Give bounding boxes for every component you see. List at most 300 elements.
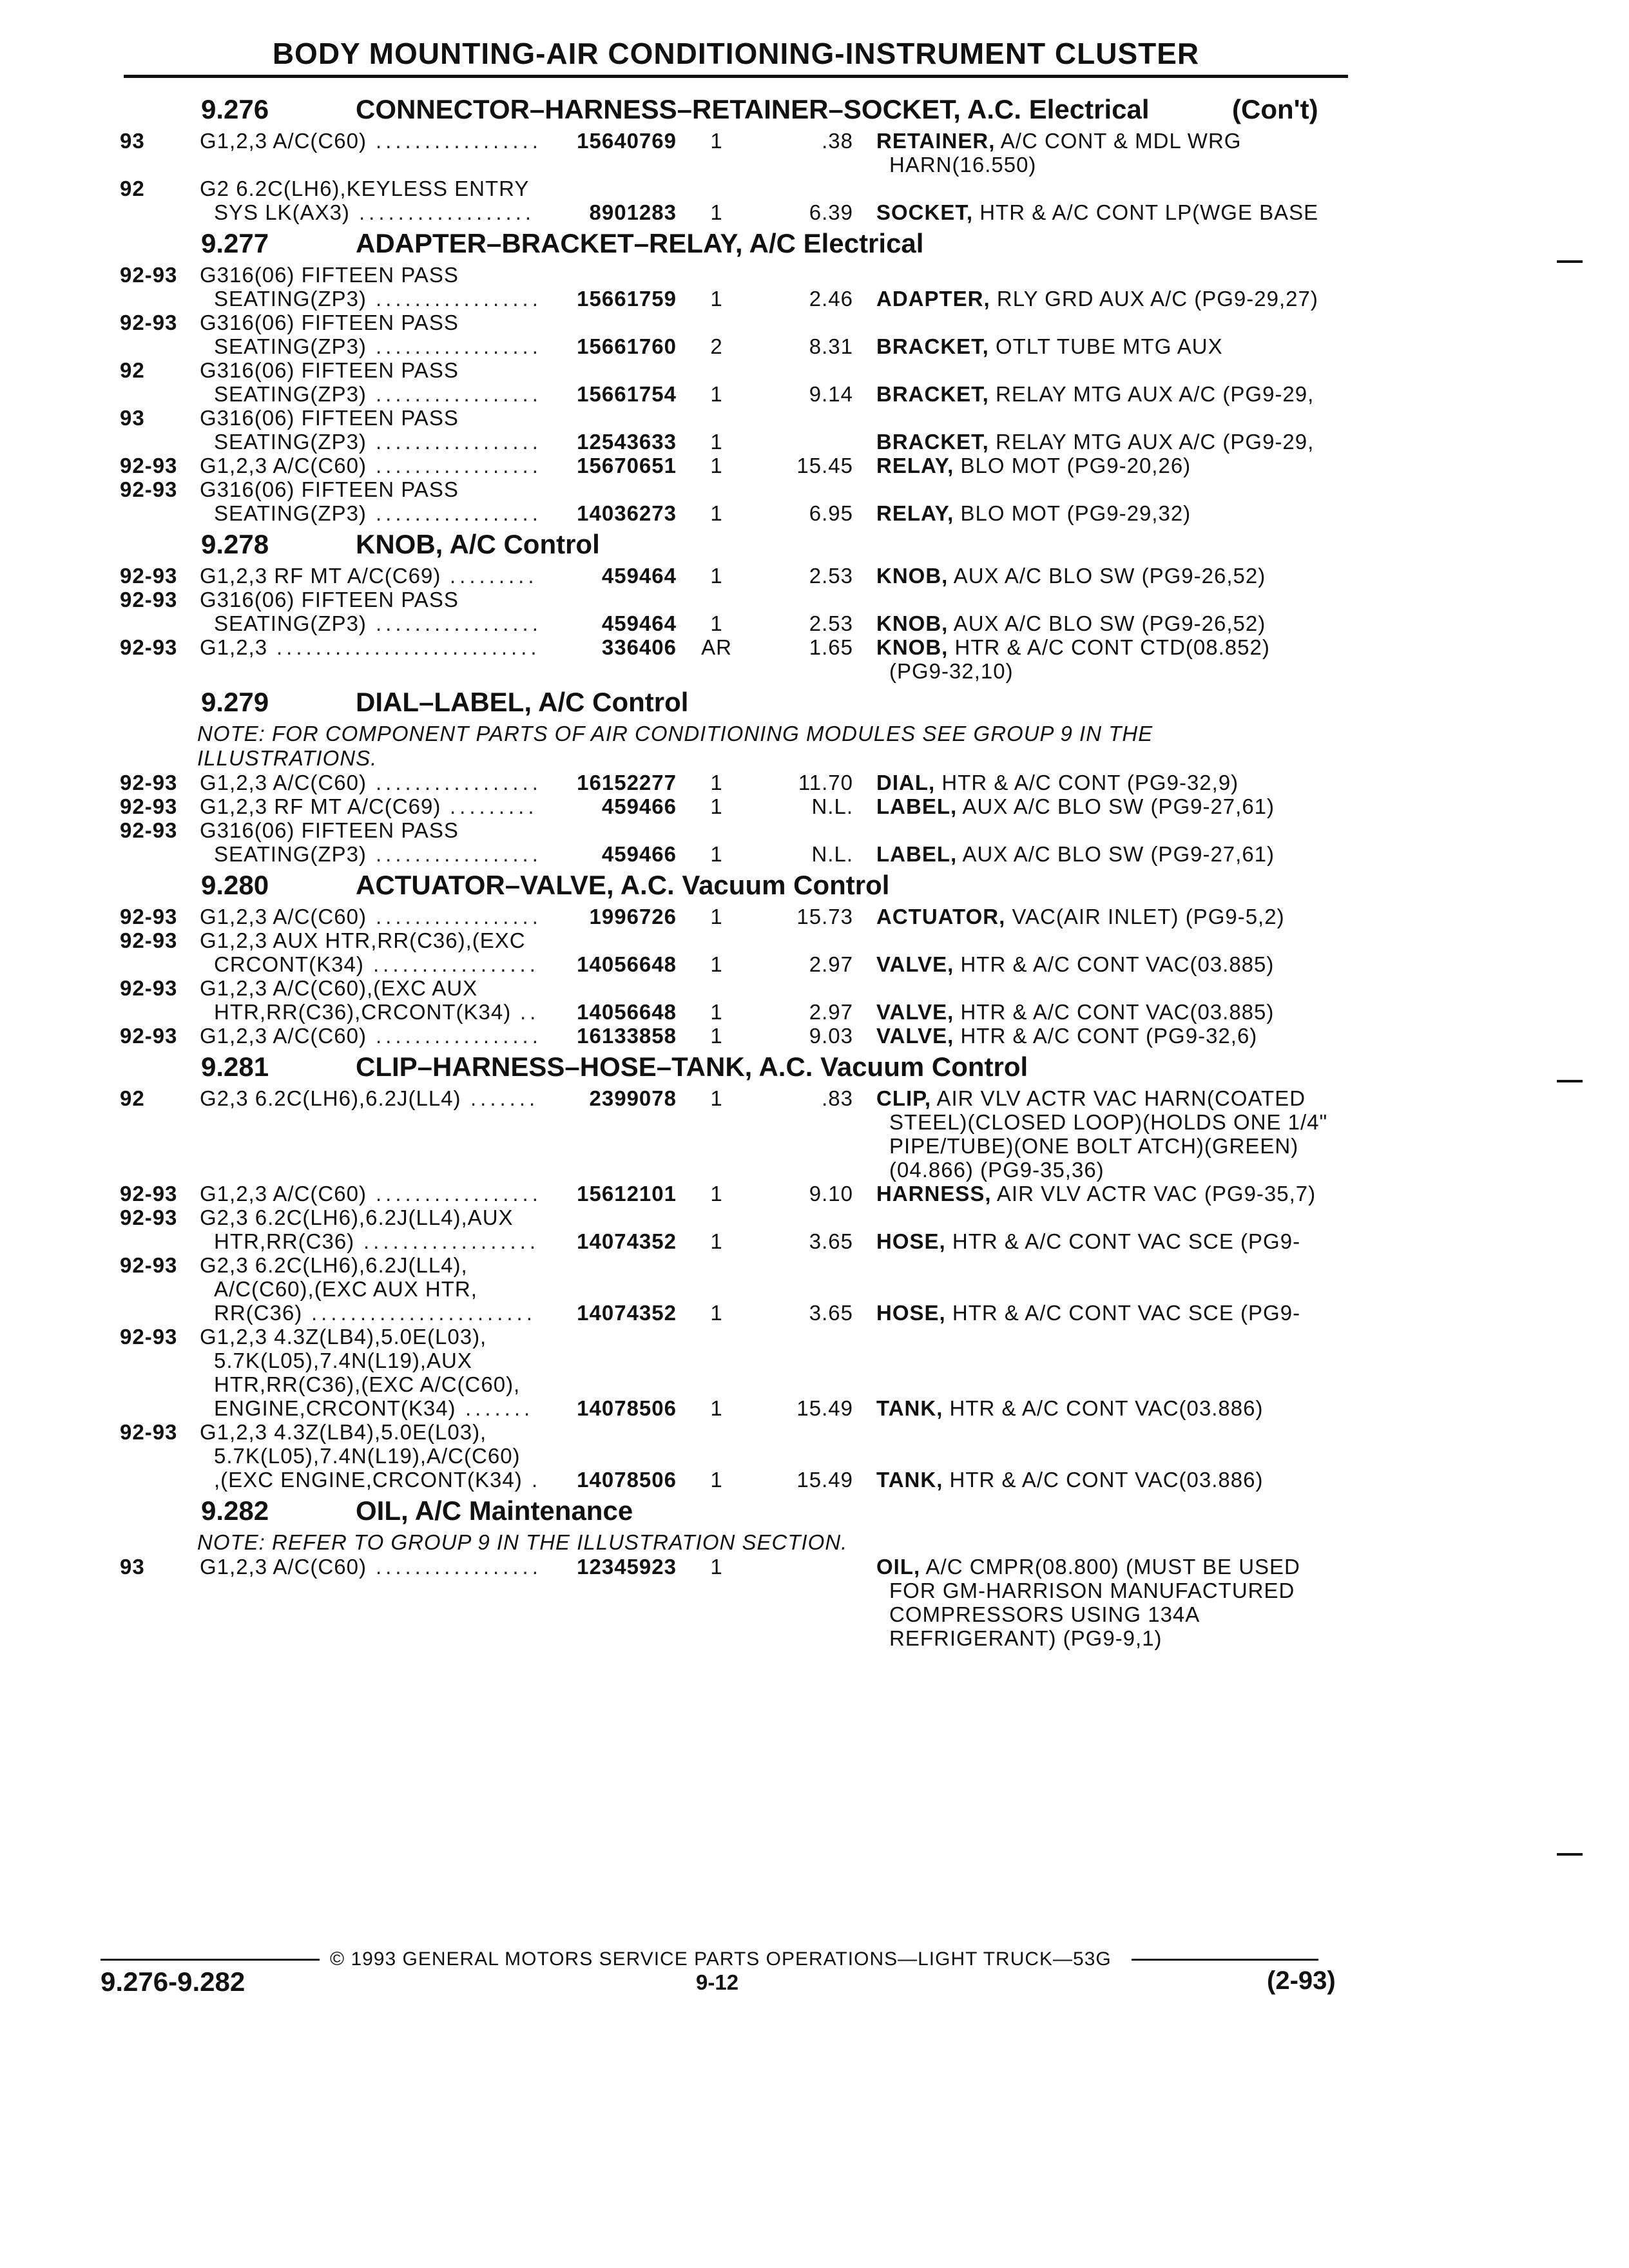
footer-copyright: © 1993 GENERAL MOTORS SERVICE PARTS OPERATIONS—LIGHT TRUCK—53G	[330, 1948, 1112, 1970]
description-text: A/C CONT & MDL WRG	[1000, 129, 1242, 153]
description-text: AUX A/C BLO SW (PG9-26,52)	[953, 611, 1266, 635]
price: 8.31	[809, 334, 853, 358]
quantity: 1	[710, 1086, 723, 1110]
description-text: STEEL)(CLOSED LOOP)(HOLDS ONE 1/4"	[889, 1110, 1328, 1134]
part-number: 15661759	[577, 287, 677, 311]
part-number: 8901283	[589, 200, 677, 224]
dot-leader: ..	[520, 1000, 540, 1024]
description	[876, 287, 1318, 311]
part-row-line	[0, 263, 1629, 287]
part-row	[0, 976, 1629, 1024]
part-number: 1996726	[589, 905, 677, 928]
part-number: 459464	[601, 611, 677, 635]
part-row-line	[0, 1134, 1629, 1158]
price: 9.10	[809, 1182, 853, 1206]
part-row-line	[0, 794, 1629, 818]
price: 1.65	[809, 635, 853, 659]
description	[876, 635, 1270, 660]
section-title-text: DIAL–LABEL, A/C	[356, 687, 585, 717]
application: HTR,RR(C36),CRCONT(K34)	[214, 1000, 512, 1024]
part-row-line	[0, 1372, 1629, 1396]
description-head: SOCKET,	[876, 200, 974, 224]
price: 9.14	[809, 382, 853, 406]
quantity: 1	[710, 1555, 723, 1579]
dot-leader: .................	[376, 1024, 542, 1048]
section-number: 9.281	[201, 1052, 269, 1082]
quantity: 1	[710, 501, 723, 525]
dot-leader: .................	[376, 771, 542, 794]
section-title	[356, 228, 923, 259]
part-row-line	[0, 1158, 1629, 1182]
description-text: HTR & A/C CONT CTD(08.852)	[954, 635, 1270, 659]
catalog-section	[0, 1048, 1629, 1492]
part-row-line	[0, 818, 1629, 842]
application: SEATING(ZP3)	[214, 287, 367, 311]
part-number: 15612101	[577, 1182, 677, 1206]
part-row-line	[0, 1396, 1629, 1420]
part-row-line	[0, 477, 1629, 501]
description	[876, 1182, 1316, 1206]
section-title	[356, 870, 889, 901]
part-row-line	[0, 1468, 1629, 1492]
part-row-line	[0, 1229, 1629, 1253]
quantity: 1	[710, 564, 723, 588]
part-row-line	[0, 1349, 1629, 1372]
model-years: 92	[120, 177, 145, 200]
section-title-text: ADAPTER–BRACKET–RELAY, A/C	[356, 228, 796, 258]
part-row	[0, 928, 1629, 976]
description-head: VALVE,	[876, 1000, 954, 1024]
section-number: 9.282	[201, 1495, 269, 1526]
description-head: OIL,	[876, 1555, 921, 1579]
dot-leader: .................	[376, 842, 542, 866]
part-row	[0, 1325, 1629, 1420]
application: RR(C36)	[214, 1301, 303, 1325]
application: A/C(C60),(EXC AUX HTR,	[214, 1277, 477, 1301]
part-number: 15661760	[577, 334, 677, 358]
footer-copyright-line	[101, 1948, 1318, 1968]
part-row-line	[0, 1555, 1629, 1579]
model-years: 92-93	[120, 818, 178, 842]
price: .83	[822, 1086, 853, 1110]
part-number: 12543633	[577, 430, 677, 454]
quantity: 2	[710, 334, 723, 358]
part-row	[0, 771, 1629, 794]
section-category: Electrical	[803, 228, 924, 258]
part-number: 15670651	[577, 454, 677, 477]
part-row-line	[0, 1206, 1629, 1229]
quantity: 1	[710, 1396, 723, 1420]
quantity: 1	[710, 287, 723, 311]
part-row-line	[0, 430, 1629, 454]
model-years: 92	[120, 1086, 145, 1110]
application: SEATING(ZP3)	[214, 430, 367, 454]
section-header	[0, 224, 1629, 263]
part-row-line	[0, 635, 1629, 659]
price: 11.70	[798, 771, 853, 794]
model-years: 92	[120, 358, 145, 382]
part-row-line	[0, 952, 1629, 976]
description-text: A/C CMPR(08.800) (MUST BE USED	[925, 1555, 1300, 1579]
part-row-line	[0, 1325, 1629, 1349]
dot-leader: ..................	[359, 200, 535, 224]
description-text: (PG9-32,10)	[889, 659, 1014, 683]
section-continued: (Con't)	[1232, 94, 1318, 124]
application: HTR,RR(C36)	[214, 1229, 355, 1253]
model-years: 92-93	[120, 976, 178, 1000]
description-head: VALVE,	[876, 1024, 954, 1048]
price: 6.39	[809, 200, 853, 224]
part-row	[0, 564, 1629, 588]
part-row-line	[0, 200, 1629, 224]
part-row	[0, 1206, 1629, 1253]
part-row	[0, 1086, 1629, 1182]
description-text: HTR & A/C CONT LP(WGE BASE	[979, 200, 1319, 224]
description	[876, 454, 1191, 478]
part-number: 16133858	[577, 1024, 677, 1048]
part-row-line	[0, 358, 1629, 382]
description-text: BLO MOT (PG9-20,26)	[960, 454, 1191, 477]
model-years: 92-93	[120, 794, 178, 818]
description-text: REFRIGERANT) (PG9-9,1)	[889, 1626, 1162, 1650]
application: SYS LK(AX3)	[214, 200, 350, 224]
section-category: Electrical	[1028, 94, 1150, 124]
section-header	[0, 1048, 1629, 1086]
description-text: VAC(AIR INLET) (PG9-5,2)	[1012, 905, 1285, 928]
section-note: NOTE: FOR COMPONENT PARTS OF AIR CONDITIONING MODULES SEE GROUP 9 IN THE ILLUSTRATIONS.	[197, 722, 1153, 770]
description	[876, 952, 1274, 977]
price: N.L.	[811, 842, 853, 866]
part-row-line	[0, 905, 1629, 928]
part-row	[0, 406, 1629, 454]
part-row-line	[0, 501, 1629, 525]
part-row-line	[0, 1182, 1629, 1206]
description-head: BRACKET,	[876, 334, 989, 358]
section-category: Vacuum Control	[820, 1052, 1028, 1082]
quantity: 1	[710, 1301, 723, 1325]
dot-leader: .................	[376, 430, 542, 454]
quantity: 1	[710, 794, 723, 818]
application: G1,2,3 A/C(C60)	[200, 1024, 367, 1048]
model-years: 92-93	[120, 1024, 178, 1048]
model-years: 92-93	[120, 263, 178, 287]
part-row-line	[0, 1444, 1629, 1468]
part-row	[0, 1420, 1629, 1492]
part-row	[0, 177, 1629, 224]
section-title	[356, 94, 1150, 125]
description-text: HTR & A/C CONT VAC SCE (PG9-	[952, 1301, 1301, 1325]
section-title	[356, 687, 688, 718]
description-text: OTLT TUBE MTG AUX	[996, 334, 1223, 358]
model-years: 92-93	[120, 1420, 178, 1444]
application: G2,3 6.2C(LH6),6.2J(LL4),AUX	[200, 1206, 514, 1229]
footer-rule-left	[101, 1959, 320, 1961]
model-years: 92-93	[120, 771, 178, 794]
part-row-line	[0, 611, 1629, 635]
part-row-line	[0, 588, 1629, 611]
dot-leader: .................	[376, 611, 542, 635]
application: G1,2,3 A/C(C60)	[200, 905, 367, 928]
quantity: 1	[710, 1024, 723, 1048]
part-number: 459466	[601, 842, 677, 866]
section-title	[356, 529, 600, 560]
description	[889, 1626, 1162, 1651]
description-text: HTR & A/C CONT VAC(03.885)	[960, 1000, 1275, 1024]
section-header	[0, 1492, 1629, 1530]
dot-leader: .................	[376, 1555, 542, 1579]
price: 2.97	[809, 1000, 853, 1024]
part-number: 16152277	[577, 771, 677, 794]
section-number: 9.278	[201, 529, 269, 559]
section-number: 9.276	[201, 94, 269, 124]
part-row-line	[0, 382, 1629, 406]
margin-mark	[1557, 1080, 1583, 1082]
quantity: 1	[710, 1229, 723, 1253]
section-title	[356, 1495, 633, 1526]
part-row	[0, 905, 1629, 928]
dot-leader: .......	[465, 1396, 534, 1420]
dot-leader: .................	[376, 454, 542, 477]
description	[876, 1086, 1306, 1111]
application: SEATING(ZP3)	[214, 842, 367, 866]
price: 3.65	[809, 1301, 853, 1325]
application: G316(06) FIFTEEN PASS	[200, 263, 459, 287]
dot-leader: .........	[450, 564, 538, 588]
application: G1,2,3 RF MT A/C(C69)	[200, 564, 441, 588]
price: .38	[822, 129, 853, 153]
description-text: AIR VLV ACTR VAC (PG9-35,7)	[996, 1182, 1316, 1206]
description-text: PIPE/TUBE)(ONE BOLT ATCH)(GREEN)	[889, 1134, 1299, 1158]
section-header	[0, 90, 1629, 129]
price: 15.49	[796, 1468, 853, 1492]
application: G316(06) FIFTEEN PASS	[200, 588, 459, 611]
section-note: NOTE: REFER TO GROUP 9 IN THE ILLUSTRATION SECTION.	[197, 1530, 848, 1554]
dot-leader: .................	[376, 129, 542, 153]
dot-leader: .................	[376, 501, 542, 525]
application: ,(EXC ENGINE,CRCONT(K34)	[214, 1468, 523, 1492]
catalog-section	[0, 525, 1629, 683]
model-years: 92-93	[120, 635, 178, 659]
description-text: HTR & A/C CONT VAC(03.886)	[949, 1468, 1264, 1492]
application: G316(06) FIFTEEN PASS	[200, 358, 459, 382]
description-text: HTR & A/C CONT (PG9-32,9)	[941, 771, 1239, 794]
dot-leader: .	[532, 1468, 542, 1492]
description	[876, 794, 1275, 819]
part-row	[0, 818, 1629, 866]
part-number: 12345923	[577, 1555, 677, 1579]
catalog-section	[0, 683, 1629, 866]
description	[889, 1134, 1298, 1158]
application: 5.7K(L05),7.4N(L19),AUX	[214, 1349, 472, 1372]
dot-leader: ...........................	[276, 635, 541, 659]
description-head: HARNESS,	[876, 1182, 992, 1206]
part-row	[0, 1182, 1629, 1206]
footer-page-number: 9-12	[696, 1970, 739, 1994]
application: CRCONT(K34)	[214, 952, 364, 976]
description	[876, 1396, 1263, 1421]
application: G2,3 6.2C(LH6),6.2J(LL4)	[200, 1086, 461, 1110]
model-years: 92-93	[120, 1325, 178, 1349]
application: ENGINE,CRCONT(K34)	[214, 1396, 456, 1420]
description-head: LABEL,	[876, 842, 958, 866]
application: G316(06) FIFTEEN PASS	[200, 477, 459, 501]
dot-leader: .......	[470, 1086, 539, 1110]
part-number: 459466	[601, 794, 677, 818]
section-category: Control	[592, 687, 689, 717]
model-years: 93	[120, 406, 145, 430]
application: HTR,RR(C36),(EXC A/C(C60),	[214, 1372, 521, 1396]
description-head: RETAINER,	[876, 129, 996, 153]
part-row-line	[0, 659, 1629, 683]
part-row-line	[0, 1420, 1629, 1444]
footer-rule-right	[1132, 1959, 1318, 1961]
part-row-line	[0, 177, 1629, 200]
quantity: 1	[710, 430, 723, 454]
part-number: 14036273	[577, 501, 677, 525]
part-row-line	[0, 454, 1629, 477]
application: G1,2,3	[200, 635, 268, 659]
quantity: 1	[710, 382, 723, 406]
section-title	[356, 1052, 1028, 1082]
description	[889, 659, 1014, 684]
part-row-line	[0, 1253, 1629, 1277]
description-text: HTR & A/C CONT VAC(03.886)	[949, 1396, 1264, 1420]
part-number: 14074352	[577, 1229, 677, 1253]
part-number: 459464	[601, 564, 677, 588]
description-text: HTR & A/C CONT VAC(03.885)	[960, 952, 1275, 976]
description-head: ADAPTER,	[876, 287, 990, 311]
part-row	[0, 794, 1629, 818]
description	[876, 334, 1223, 359]
section-title-text: KNOB, A/C	[356, 529, 496, 559]
description-head: RELAY,	[876, 454, 954, 477]
description	[876, 501, 1191, 526]
description	[876, 1555, 1300, 1579]
part-row	[0, 454, 1629, 477]
quantity: 1	[710, 611, 723, 635]
application: G1,2,3 A/C(C60)	[200, 1182, 367, 1206]
model-years: 92-93	[120, 928, 178, 952]
description-head: LABEL,	[876, 794, 958, 818]
margin-mark	[1557, 260, 1583, 263]
quantity: AR	[701, 635, 732, 659]
section-category: Vacuum Control	[682, 870, 890, 900]
price: 2.53	[809, 564, 853, 588]
model-years: 92-93	[120, 905, 178, 928]
part-row-line	[0, 406, 1629, 430]
model-years: 92-93	[120, 1182, 178, 1206]
section-header	[0, 683, 1629, 722]
description-text: RELAY MTG AUX A/C (PG9-29,	[996, 382, 1315, 406]
price: N.L.	[811, 794, 853, 818]
part-row-line	[0, 842, 1629, 866]
dot-leader: ..................	[363, 1229, 540, 1253]
description	[889, 1602, 1200, 1627]
part-row-line	[0, 1626, 1629, 1650]
part-row-line	[0, 1000, 1629, 1024]
parts-catalog-content	[0, 90, 1629, 1650]
description-text: HTR & A/C CONT (PG9-32,6)	[960, 1024, 1258, 1048]
part-row-line	[0, 129, 1629, 153]
model-years: 92-93	[120, 454, 178, 477]
page-header: BODY MOUNTING-AIR CONDITIONING-INSTRUMENT CLUSTER	[272, 37, 1200, 70]
section-category: Maintenance	[468, 1495, 633, 1526]
part-row	[0, 358, 1629, 406]
quantity: 1	[710, 1182, 723, 1206]
part-number: 14056648	[577, 1000, 677, 1024]
section-title-text: CONNECTOR–HARNESS–RETAINER–SOCKET, A.C.	[356, 94, 1022, 124]
part-number: 336406	[601, 635, 677, 659]
application: G316(06) FIFTEEN PASS	[200, 406, 459, 430]
description	[889, 1110, 1327, 1135]
part-row-line	[0, 771, 1629, 794]
part-row	[0, 129, 1629, 177]
part-number: 14078506	[577, 1396, 677, 1420]
price: 2.97	[809, 952, 853, 976]
description-text: BLO MOT (PG9-29,32)	[960, 501, 1191, 525]
quantity: 1	[710, 952, 723, 976]
model-years: 92-93	[120, 564, 178, 588]
price: 3.65	[809, 1229, 853, 1253]
part-row-line	[0, 334, 1629, 358]
description-head: TANK,	[876, 1468, 943, 1492]
footer-date: (2-93)	[1267, 1966, 1336, 1995]
quantity: 1	[710, 129, 723, 153]
description-head: KNOB,	[876, 564, 949, 588]
quantity: 1	[710, 200, 723, 224]
application: SEATING(ZP3)	[214, 334, 367, 358]
part-row	[0, 311, 1629, 358]
part-row-line	[0, 564, 1629, 588]
section-number: 9.280	[201, 870, 269, 900]
model-years: 92-93	[120, 311, 178, 334]
price: 6.95	[809, 501, 853, 525]
section-category: Control	[503, 529, 600, 559]
dot-leader: .................	[376, 287, 542, 311]
part-row-line	[0, 1602, 1629, 1626]
description-text: COMPRESSORS USING 134A	[889, 1602, 1200, 1626]
section-title-text: OIL, A/C	[356, 1495, 462, 1526]
application: G1,2,3 AUX HTR,RR(C36),(EXC	[200, 928, 526, 952]
description	[876, 382, 1314, 407]
description-text: AUX A/C BLO SW (PG9-26,52)	[953, 564, 1266, 588]
part-row-line	[0, 1277, 1629, 1301]
header-rule	[124, 75, 1348, 78]
section-number: 9.277	[201, 228, 269, 258]
description	[876, 129, 1241, 153]
description-head: KNOB,	[876, 611, 949, 635]
dot-leader: .................	[376, 905, 542, 928]
catalog-section	[0, 866, 1629, 1048]
application: SEATING(ZP3)	[214, 611, 367, 635]
description-text: RLY GRD AUX A/C (PG9-29,27)	[996, 287, 1318, 311]
model-years: 92-93	[120, 588, 178, 611]
part-row	[0, 477, 1629, 525]
description-text: FOR GM-HARRISON MANUFACTURED	[889, 1579, 1295, 1602]
description	[876, 1024, 1257, 1048]
quantity: 1	[710, 842, 723, 866]
section-title-text: CLIP–HARNESS–HOSE–TANK, A.C.	[356, 1052, 813, 1082]
application: G1,2,3 A/C(C60)	[200, 1555, 367, 1579]
description	[876, 1468, 1263, 1492]
description-head: VALVE,	[876, 952, 954, 976]
part-number: 2399078	[589, 1086, 677, 1110]
description	[889, 153, 1036, 177]
dot-leader: .................	[376, 334, 542, 358]
description-head: TANK,	[876, 1396, 943, 1420]
section-number: 9.279	[201, 687, 269, 717]
model-years: 92-93	[120, 477, 178, 501]
